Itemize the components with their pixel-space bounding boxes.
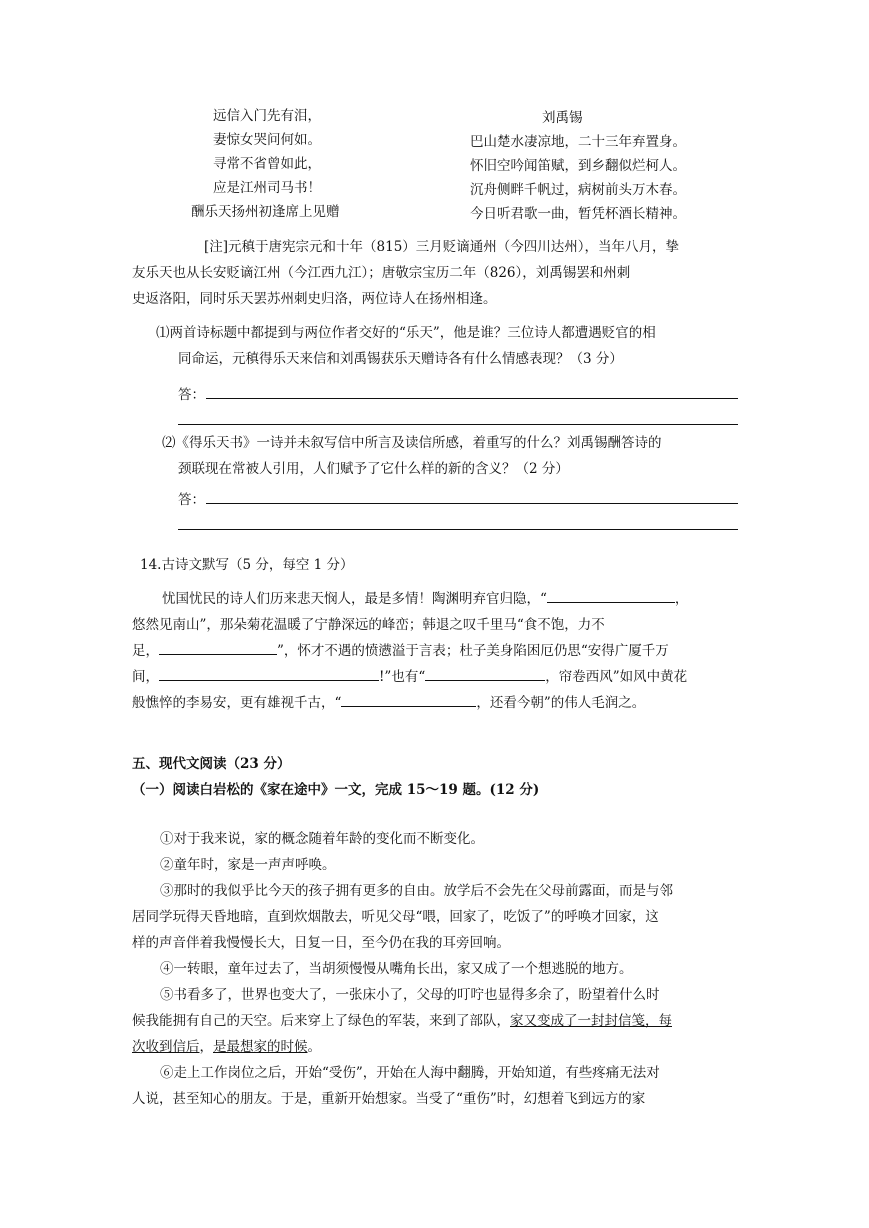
essay-paragraph: ⑥走上工作岗位之后，开始“受伤”，开始在人海中翻腾，开始知道，有些疼痛无法对: [160, 1065, 660, 1081]
poem-left: [180, 104, 370, 224]
underlined-text: 家又变成了一封封信笺，每: [510, 1013, 672, 1029]
q14-line: [162, 586, 742, 612]
note-line: 史返洛阳，同时乐天罢苏州刺史归洛，两位诗人在扬州相逢。: [132, 291, 497, 307]
note-line: [注]元稹于唐宪宗元和十年（815）三月贬谪通州（今四川达州），当年八月，挚: [204, 239, 680, 255]
q14-text: ，还看今朝”的伟人毛润之。: [476, 695, 646, 711]
poem-right-line: 今日听君歌一曲，暂凭杯酒长精神。: [470, 206, 686, 222]
essay-paragraph: ②童年时，家是一声声呼唤。: [160, 857, 336, 873]
essay-text: 。: [307, 1039, 321, 1055]
poem-left-line: 远信入门先有泪，: [213, 108, 321, 124]
fill-blank[interactable]: [341, 692, 476, 707]
q14-text: 间，: [132, 669, 159, 685]
answer-line[interactable]: [178, 424, 738, 425]
underlined-text: 次收到信后: [132, 1039, 200, 1055]
poem-right: [470, 106, 730, 226]
poem-right-line: 怀旧空吟闻笛赋，到乡翻似烂柯人。: [470, 158, 686, 174]
poem-right-line: 巴山楚水凄凉地，二十三年弃置身。: [470, 134, 686, 150]
q14-text: 般憔悴的李易安，更有雄视千古，“: [132, 695, 342, 711]
poem-left-line: 寻常不省曾如此，: [213, 156, 321, 172]
q14-text: 足，: [132, 643, 159, 659]
essay-paragraph: 居同学玩得天昏地暗，直到炊烟散去，听见父母“喂，回家了，吃饭了”的呼唤才回家，这: [132, 909, 659, 925]
poem-left-title: 酬乐天扬州初逢席上见赠: [191, 204, 340, 220]
essay-paragraph: ③那时的我似乎比今天的孩子拥有更多的自由。放学后不会先在父母前露面，而是与邻: [160, 883, 673, 899]
fill-blank[interactable]: [547, 588, 675, 603]
q14-line: [132, 664, 738, 690]
answer-label: 答：: [178, 387, 205, 403]
fill-blank[interactable]: [159, 666, 379, 681]
q14-text: ，帘卷西风”如风中黄花: [545, 669, 688, 685]
essay-paragraph: ⑤书看多了，世界也变大了，一张床小了，父母的叮咛也显得多余了，盼望着什么时: [160, 987, 660, 1003]
question-2-cont: 颈联现在常被人引用，人们赋予了它什么样的新的含义？（2 分）: [178, 461, 569, 477]
answer-line[interactable]: [178, 529, 738, 530]
essay-paragraph: 样的声音伴着我慢慢长大，日复一日，至今仍在我的耳旁回响。: [132, 935, 510, 951]
section-subheading: （一）阅读白岩松的《家在途中》一文，完成 15～19 题。(12 分): [132, 782, 540, 798]
note-line: 友乐天也从长安贬谪江州（今江西九江）；唐敬宗宝历二年（826），刘禹锡罢和州刺: [132, 265, 631, 281]
poem-right-author: 刘禹锡: [542, 110, 583, 126]
essay-text: ，: [199, 1039, 213, 1055]
q14-line: 悠然见南山”，那朵菊花温暖了宁静深远的峰峦；韩退之叹千里马“食不饱，力不: [132, 617, 605, 633]
poem-left-line: 应是江州司马书！: [213, 180, 321, 196]
essay-paragraph: ④一转眼，童年过去了，当胡须慢慢从嘴角长出，家又成了一个想逃脱的地方。: [160, 961, 633, 977]
q14-text: ，: [674, 591, 689, 607]
question-14-heading: 14.古诗文默写（5 分，每空 1 分）: [140, 557, 354, 573]
answer-line[interactable]: [206, 398, 738, 399]
section-heading: 五、现代文阅读（23 分）: [132, 756, 291, 772]
essay-paragraph: [132, 1008, 738, 1034]
q14-text: !”也有“: [379, 669, 426, 685]
question-1-cont: 同命运，元稹得乐天来信和刘禹锡获乐天赠诗各有什么情感表现？（3 分）: [178, 351, 623, 367]
essay-paragraph: 人说，甚至知心的朋友。于是，重新开始想家。当受了“重伤”时，幻想着飞到远方的家: [132, 1091, 646, 1107]
poem-right-line: 沉舟侧畔千帆过，病树前头万木春。: [470, 182, 686, 198]
answer-label: 答：: [178, 492, 205, 508]
essay-paragraph: ①对于我来说，家的概念随着年龄的变化而不断变化。: [160, 831, 484, 847]
answer-line[interactable]: [206, 503, 738, 504]
essay-text: 候我能拥有自己的天空。后来穿上了绿色的军装，来到了部队，: [132, 1013, 510, 1029]
essay-paragraph: [132, 1034, 738, 1060]
q14-line: [132, 638, 738, 664]
q14-line: [132, 690, 738, 716]
q14-text: ”，怀才不遇的愤懑溢于言表；杜子美身陷困厄仍思“安得广厦千万: [277, 643, 669, 659]
poem-left-line: 妻惊女哭问何如。: [213, 132, 321, 148]
question-1: ⑴两首诗标题中都提到与两位作者交好的“乐天”，他是谁？三位诗人都遭遇贬官的相: [156, 325, 656, 341]
underlined-text: 是最想家的时候: [213, 1039, 308, 1055]
fill-blank[interactable]: [159, 640, 277, 655]
q14-text: 忧国忧民的诗人们历来悲天悯人，最是多情！陶渊明弃官归隐，“: [162, 591, 547, 607]
question-2: ⑵《得乐天书》一诗并未叙写信中所言及读信所感，着重写的什么？刘禹锡酬答诗的: [162, 435, 662, 451]
fill-blank[interactable]: [425, 666, 545, 681]
